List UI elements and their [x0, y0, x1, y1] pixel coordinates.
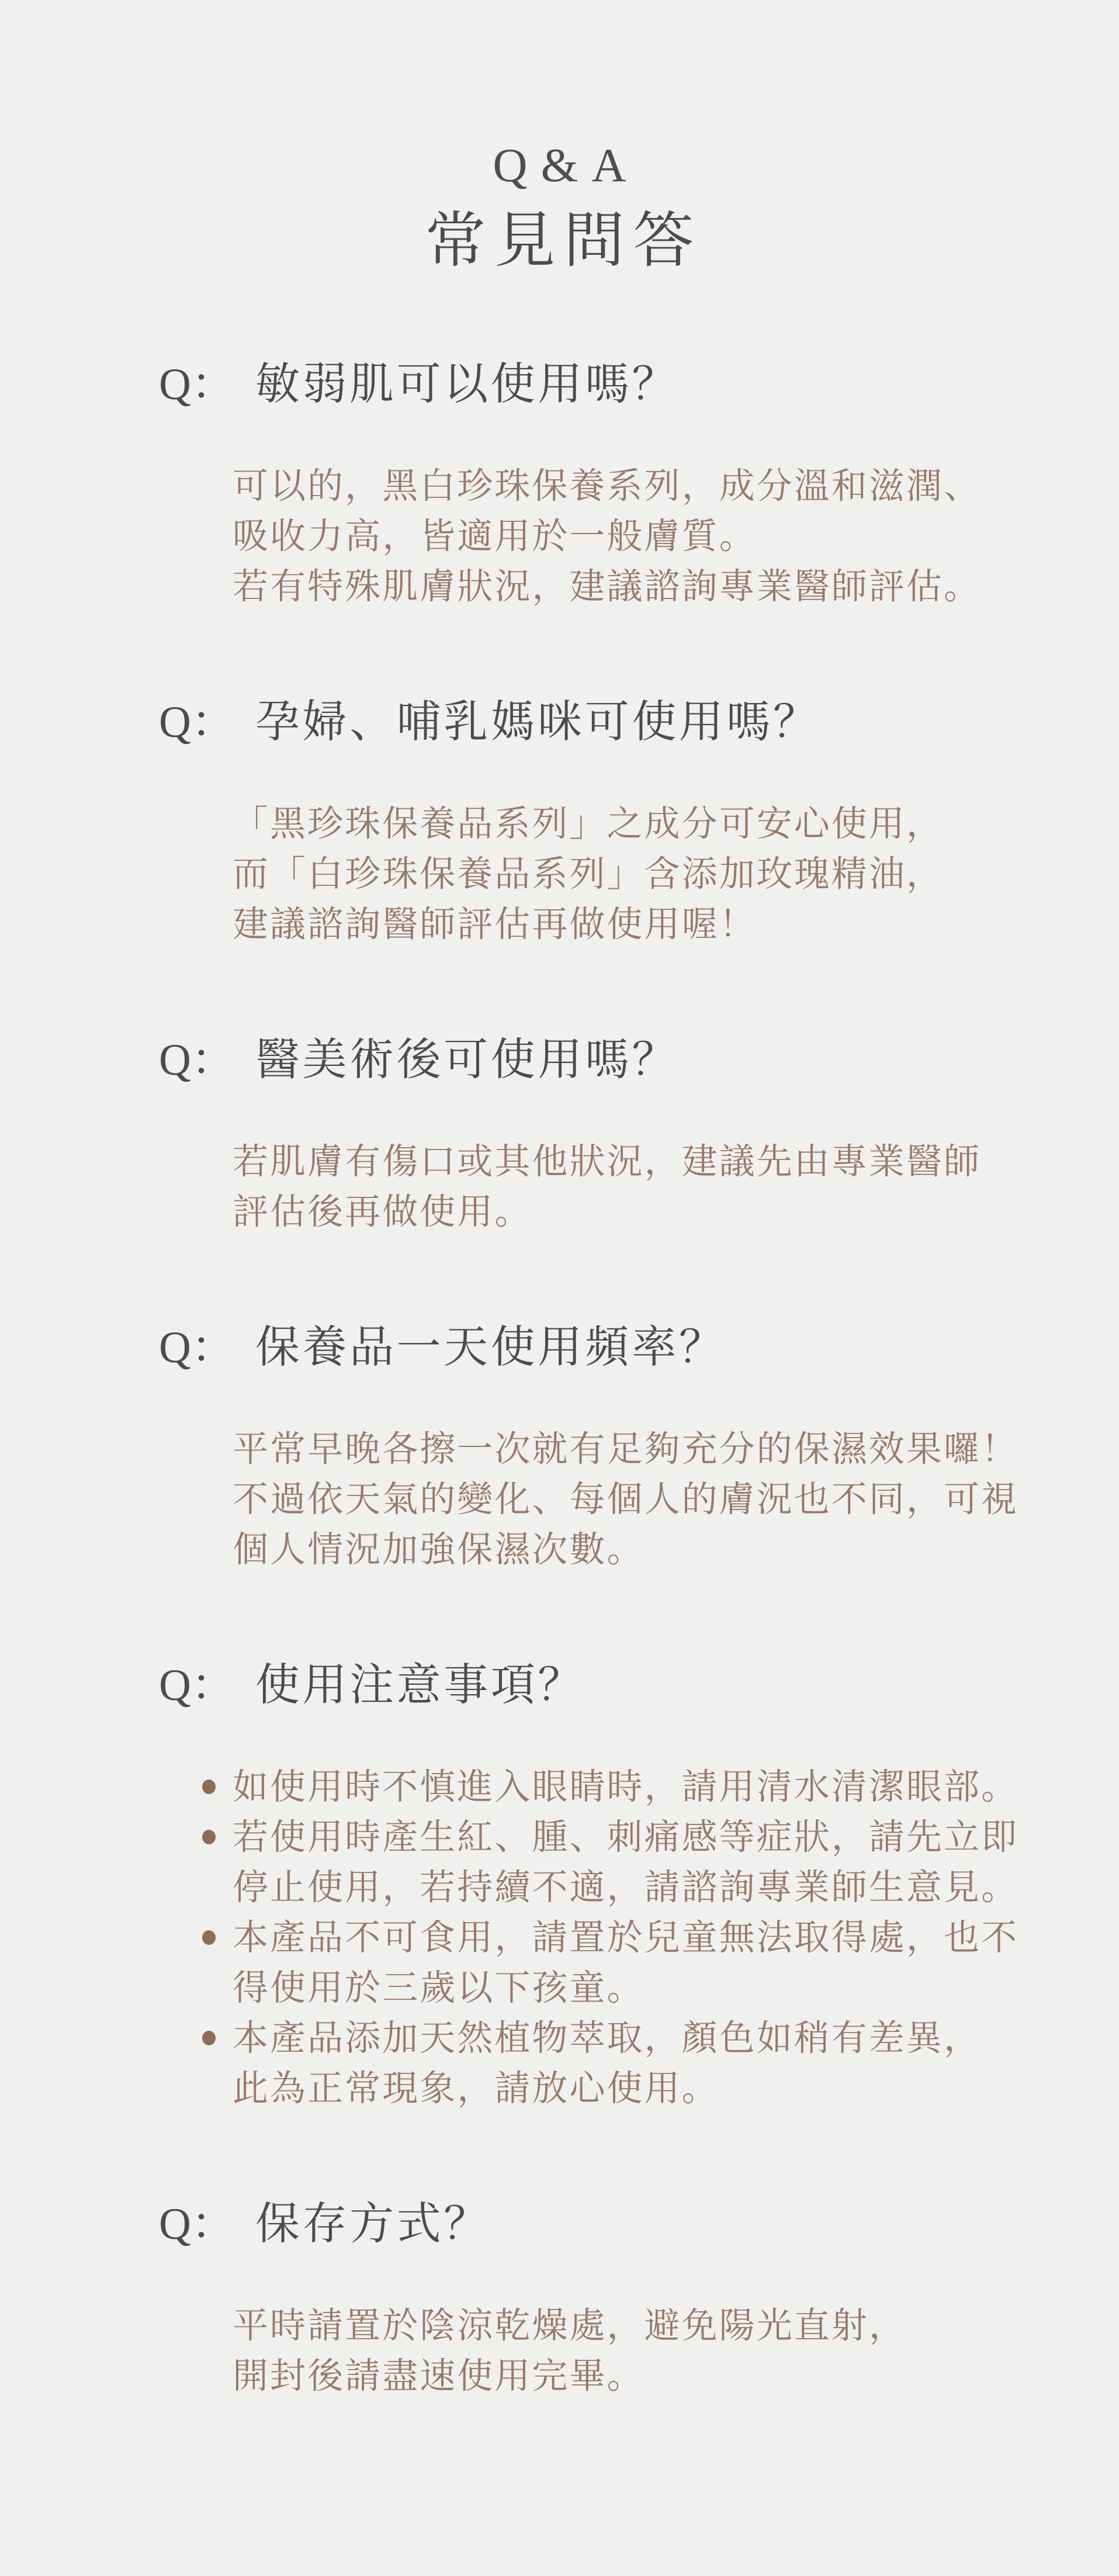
question-prefix: Q： [159, 1323, 235, 1372]
bullet-dot-icon [202, 1830, 216, 1844]
answer-line: 吸收力高，皆適用於一般膚質。 [233, 516, 757, 556]
question-text: 使用注意事項？ [255, 1661, 585, 1710]
page-title-en: Q&A [493, 139, 640, 192]
question-prefix: Q： [159, 360, 235, 409]
bullet-line: 若使用時產生紅、腫、刺痛感等症狀，請先立即 [233, 1817, 1019, 1857]
question-row [0, 1037, 1119, 1083]
question-text: 醫美術後可使用嗎？ [255, 1036, 679, 1085]
bullet-dot-icon [202, 1779, 216, 1794]
bullet-lines [233, 1812, 1119, 1912]
bullet-dot-icon [202, 2031, 216, 2045]
bullet-line: 本產品不可食用，請置於兒童無法取得處，也不 [233, 1917, 1019, 1957]
faq-section [0, 1662, 1119, 2113]
question-prefix: Q： [159, 698, 235, 747]
question-text: 保存方式？ [255, 2200, 491, 2249]
bullet-item [233, 1761, 1119, 1812]
bullet-line: 得使用於三歲以下孩童。 [233, 1968, 645, 2007]
answer-line: 平時請置於陰涼乾燥處，避免陽光直射， [233, 2305, 906, 2345]
answer [0, 461, 1119, 611]
page-title-zh: 常見問答 [425, 207, 702, 275]
answer [0, 1136, 1119, 1237]
answer-line: 可以的，黑白珍珠保養系列，成分溫和滋潤、 [233, 466, 982, 505]
answer-line: 開封後請盡速使用完畢。 [233, 2356, 645, 2395]
faq-section [0, 1037, 1119, 1237]
bullet-line: 停止使用，若持續不適，請諮詢專業師生意見。 [233, 1867, 1019, 1907]
bullet-list [233, 1761, 1119, 2113]
question-prefix: Q： [159, 1661, 235, 1710]
bullet-item [233, 2013, 1119, 2113]
question-row [0, 699, 1119, 746]
faq-section [0, 1324, 1119, 1574]
answer [0, 798, 1119, 949]
bullet-line: 如使用時不慎進入眼睛時，請用清水清潔眼部。 [233, 1767, 1019, 1806]
answer [0, 1761, 1119, 2113]
answer [0, 1424, 1119, 1574]
answer-line: 評估後再做使用。 [233, 1192, 532, 1231]
faq-section [0, 699, 1119, 949]
faq-list [0, 361, 1119, 2401]
title-block [0, 137, 1119, 279]
question-row [0, 2201, 1119, 2248]
question-prefix: Q： [159, 2200, 235, 2249]
question-row [0, 1324, 1119, 1371]
bullet-lines [233, 1761, 1119, 1812]
question-text: 孕婦、哺乳媽咪可使用嗎？ [255, 698, 820, 747]
answer-line: 建議諮詢醫師評估再做使用喔！ [233, 904, 757, 944]
bullet-lines [233, 1912, 1119, 2013]
answer [0, 2300, 1119, 2401]
answer-line: 不過依天氣的變化、每個人的膚況也不同，可視 [233, 1479, 1019, 1519]
question-text: 保養品一天使用頻率？ [255, 1323, 726, 1372]
faq-section [0, 361, 1119, 611]
answer-line: 個人情況加強保濕次數。 [233, 1529, 645, 1569]
answer-line: 「黑珍珠保養品系列」之成分可安心使用， [233, 804, 944, 843]
answer-line: 若有特殊肌膚狀況，建議諮詢專業醫師評估。 [233, 566, 982, 606]
bullet-line: 本產品添加天然植物萃取，顏色如稍有差異， [233, 2018, 982, 2058]
faq-section [0, 2201, 1119, 2401]
bullet-line: 此為正常現象，請放心使用。 [233, 2068, 719, 2108]
bullet-lines [233, 2013, 1119, 2113]
question-row [0, 361, 1119, 408]
question-text: 敏弱肌可以使用嗎？ [255, 360, 679, 409]
question-prefix: Q： [159, 1036, 235, 1085]
bullet-item [233, 1812, 1119, 1912]
answer-line: 而「白珍珠保養品系列」含添加玫瑰精油， [233, 854, 944, 894]
bullet-item [233, 1912, 1119, 2013]
question-row [0, 1662, 1119, 1709]
answer-line: 若肌膚有傷口或其他狀況，建議先由專業醫師 [233, 1141, 982, 1181]
answer-line: 平常早晚各擦一次就有足夠充分的保濕效果囉！ [233, 1429, 1019, 1469]
bullet-dot-icon [202, 1930, 216, 1945]
